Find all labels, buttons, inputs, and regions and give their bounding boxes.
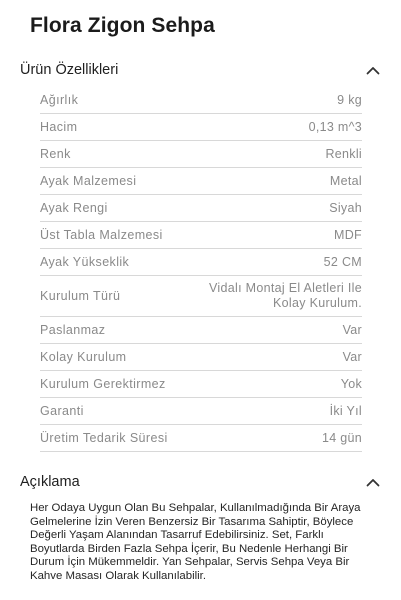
spec-row-leg-color (40, 195, 362, 222)
spec-label: Ayak Rengi (40, 201, 108, 215)
spec-label: Ayak Yükseklik (40, 255, 130, 269)
spec-row-volume (40, 114, 362, 141)
chevron-up-icon[interactable] (365, 474, 381, 490)
spec-row-weight (40, 87, 362, 114)
spec-value: 52 CM (323, 255, 362, 269)
specs-table (40, 87, 362, 452)
spec-value: Var (342, 350, 362, 364)
spec-row-easy-install (40, 344, 362, 371)
spec-label: Ayak Malzemesi (40, 174, 137, 188)
spec-value: Siyah (329, 201, 362, 215)
spec-value: 9 kg (337, 93, 362, 107)
spec-row-warranty (40, 398, 362, 425)
spec-value: Renkli (325, 147, 362, 161)
spec-value: İki Yıl (329, 404, 362, 418)
spec-label: Hacim (40, 120, 78, 134)
description-heading: Açıklama (20, 474, 80, 490)
spec-row-top-material (40, 222, 362, 249)
spec-row-no-install (40, 371, 362, 398)
spec-value: 0,13 m^3 (308, 120, 362, 134)
spec-label: Ağırlık (40, 93, 79, 107)
spec-label: Paslanmaz (40, 323, 106, 337)
spec-label: Kurulum Gerektirmez (40, 377, 166, 391)
description-text: Her Odaya Uygun Olan Bu Sehpalar, Kullanılmadığında Bir Araya Gelmelerine İzin Veren Benzersiz Bir Tasarıma Sahiptir, Böylece Değerli Yaşam Alanından Tasarruf Edebilirsiniz. Set, Farklı Boyutlarda Birden Fazla Sehpa İçerir, Bu Nedenle Herhangi Bir Durum İçin Mükemmeldir. Yan Sehpalar, Servis Sehpa Veya Bir Kahve Masası Olarak Kullanılabilir. (30, 502, 361, 582)
spec-label: Kurulum Türü (40, 289, 121, 303)
spec-value: 14 gün (321, 431, 362, 445)
spec-row-leg-material (40, 168, 362, 195)
spec-value: Vidalı Montaj El Aletleri Ile Kolay Kurulum. (209, 281, 362, 310)
spec-row-stainless (40, 317, 362, 344)
spec-label: Üretim Tedarik Süresi (40, 431, 168, 445)
features-heading: Ürün Özellikleri (20, 62, 119, 78)
spec-value: Var (342, 323, 362, 337)
spec-value: Yok (340, 377, 362, 391)
spec-row-lead-time (40, 425, 362, 452)
spec-row-leg-height (40, 249, 362, 276)
spec-row-color (40, 141, 362, 168)
spec-value: MDF (334, 228, 362, 242)
description-section-toggle[interactable] (20, 470, 381, 494)
product-title: Flora Zigon Sehpa (30, 14, 215, 37)
spec-value: Metal (329, 174, 362, 188)
spec-row-installation-type (40, 276, 362, 317)
spec-label: Garanti (40, 404, 84, 418)
chevron-up-icon[interactable] (365, 62, 381, 78)
features-section-toggle[interactable] (20, 58, 381, 82)
spec-label: Renk (40, 147, 71, 161)
spec-label: Üst Tabla Malzemesi (40, 228, 163, 242)
spec-label: Kolay Kurulum (40, 350, 127, 364)
